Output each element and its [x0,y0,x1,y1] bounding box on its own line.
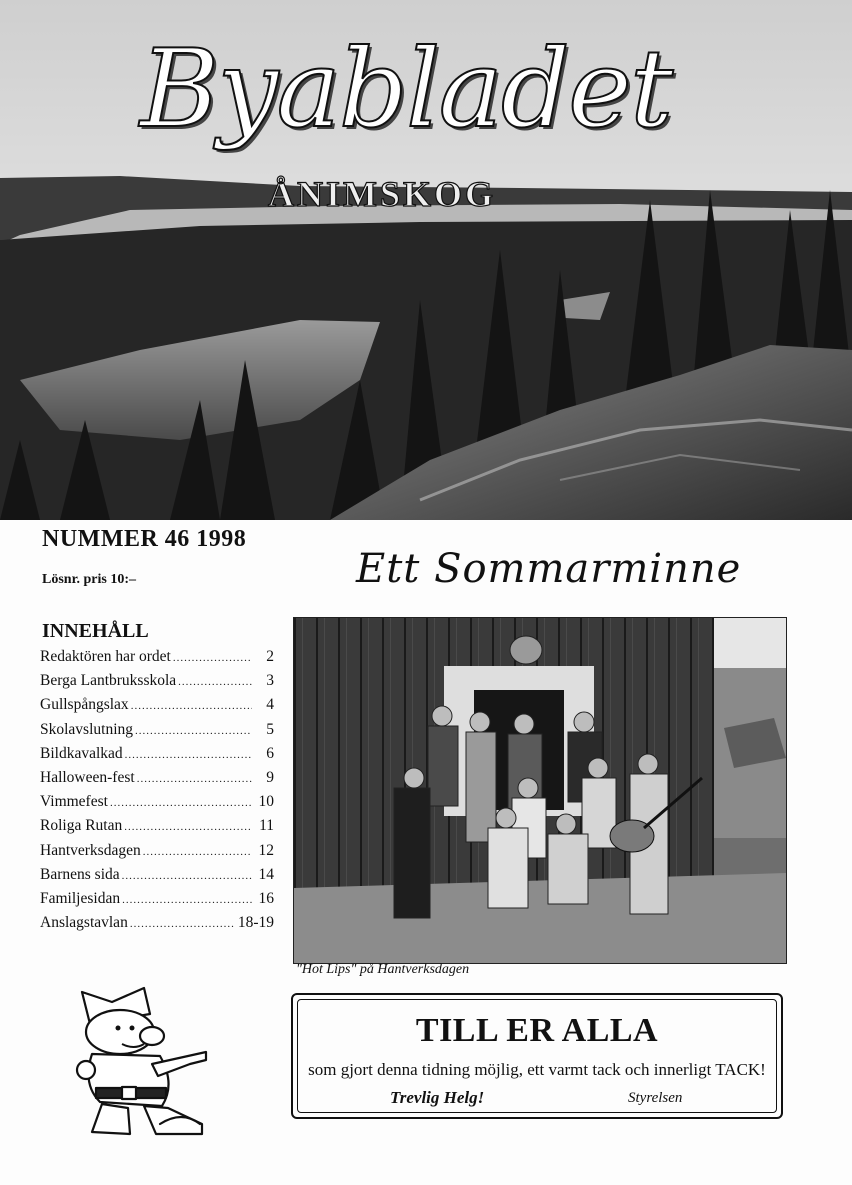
toc-item-label: Familjesidan [40,889,121,907]
mascot-pointing-illustration [52,984,222,1144]
toc-item-label: Bildkavalkad [40,744,123,762]
toc-leader-dots [135,725,252,737]
toc-item-page: 12 [258,841,274,859]
toc-item[interactable] [40,890,274,914]
masthead-title: Byabladet [140,27,672,152]
photo-caption: "Hot Lips" på Hantverksdagen [296,962,470,977]
table-of-contents [40,648,274,938]
toc-item-label: Barnens sida [40,865,120,883]
toc-leader-dots [130,918,234,930]
toc-item-page: 4 [266,696,274,714]
issue-number: NUMMER 46 1998 [42,526,247,552]
thank-you-heading: TILL ER ALLA [415,1012,659,1049]
toc-item[interactable] [40,696,274,720]
toc-heading: INNEHÅLL [42,620,149,642]
thank-you-inner-frame [297,999,777,1113]
thank-you-greeting: Trevlig Helg! [390,1088,485,1107]
toc-item[interactable] [40,648,274,672]
toc-leader-dots [110,797,252,809]
toc-item-page: 10 [258,793,274,811]
toc-leader-dots [125,749,252,761]
thank-you-text: som gjort denna tidning möjlig, ett varmt tack och innerligt TACK! [308,1060,766,1079]
toc-item-label: Halloween-fest [40,768,135,786]
toc-leader-dots [131,700,252,712]
toc-item-label: Roliga Rutan [40,817,123,835]
toc-leader-dots [143,846,252,858]
toc-item-page: 2 [266,648,274,665]
toc-item[interactable] [40,817,274,841]
toc-item-label: Berga Lantbruksskola [40,672,177,690]
thank-you-signature: Styrelsen [628,1090,683,1106]
toc-item-page: 5 [266,720,274,738]
toc-leader-dots [124,821,252,833]
toc-item[interactable] [40,793,274,817]
toc-item[interactable] [40,842,274,866]
toc-leader-dots [173,652,252,664]
toc-item[interactable] [40,914,274,938]
toc-item-page: 6 [266,744,274,762]
toc-leader-dots [137,773,252,785]
toc-leader-dots [122,870,252,882]
toc-leader-dots [178,676,252,688]
feature-title: Ett Sommarminne [356,546,742,592]
toc-item-page: 18-19 [237,914,274,932]
masthead-subtitle: ÅNIMSKOG [268,174,497,214]
toc-item[interactable] [40,745,274,769]
thank-you-box [291,993,783,1119]
feature-group-photo [293,617,787,964]
toc-item[interactable] [40,672,274,696]
issue-price: Lösnr. pris 10:– [42,572,137,587]
toc-item-label: Vimmefest [40,793,108,811]
toc-item-page: 3 [266,672,274,690]
toc-item-page: 14 [258,865,274,883]
toc-item-page: 9 [266,768,274,786]
toc-item-label: Anslagstavlan [40,914,128,932]
toc-item-label: Hantverksdagen [40,841,141,859]
toc-item-page: 16 [258,889,274,907]
toc-item[interactable] [40,769,274,793]
toc-item-page: 11 [259,817,274,835]
toc-item-label: Redaktören har ordet [40,648,171,665]
toc-item-label: Gullspångslax [40,696,129,714]
toc-item[interactable] [40,721,274,745]
toc-leader-dots [122,894,252,906]
toc-item-label: Skolavslutning [40,720,134,738]
toc-item[interactable] [40,866,274,890]
